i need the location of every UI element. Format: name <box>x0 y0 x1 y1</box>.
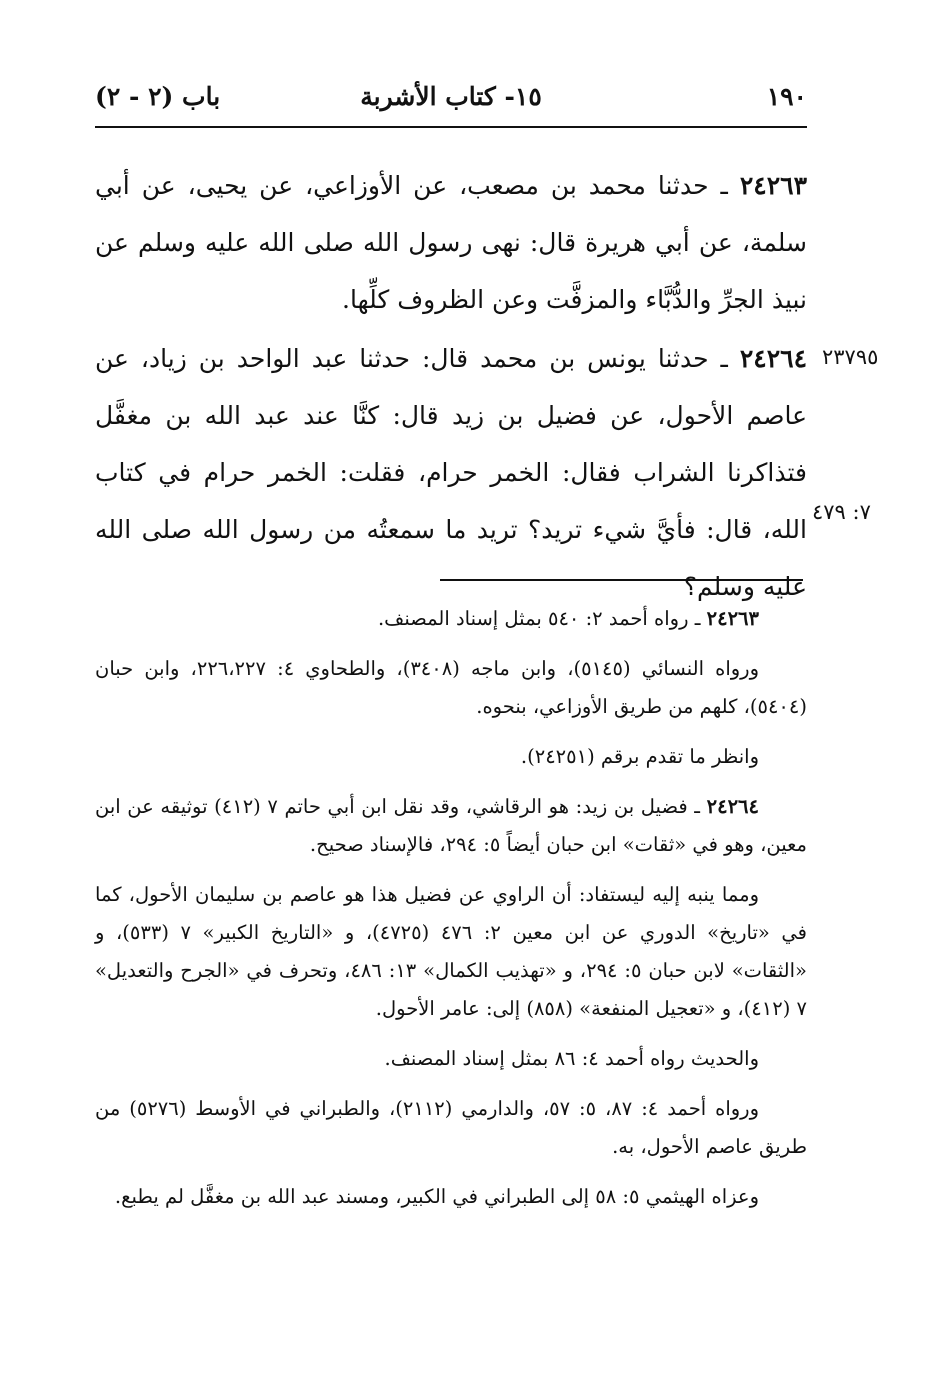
footnote-text: ورواه النسائي (٥١٤٥)، وابن ماجه (٣٤٠٨)، والطحاوي ٤: ٢٢٦،٢٢٧، وابن حبان (٥٤٠٤)، كلهم من طريق الأوزاعي، بنحوه. <box>95 657 807 718</box>
footnotes <box>95 600 807 1228</box>
hadith-entry <box>95 157 807 328</box>
hadith-text: ـ حدثنا محمد بن مصعب، عن الأوزاعي، عن يحيى، عن أبي سلمة، عن أبي هريرة قال: نهى رسول الله صلى الله عليه وسلم عن نبيذ الجرِّ والدُّبَّاء والمزفَّت وعن الظروف كلِّها. <box>95 171 807 314</box>
running-header <box>95 78 807 122</box>
footnote-text: ومما ينبه إليه ليستفاد: أن الراوي عن فضيل هذا هو عاصم بن سليمان الأحول، كما في «تاريخ» الدوري عن ابن معين ٢: ٤٧٦ (٤٧٢٥)، و «التاريخ الكبير» ٧ (٥٣٣)، و «الثقات» لابن حبان ٥: ٢٩٤، و «تهذيب الكمال» ١٣: ٤٨٦، وتحرف في «الجرح والتعديل» ٧ (٤١٢)، و «تعجيل المنفعة» (٨٥٨) إلى: عامر الأحول. <box>95 883 807 1020</box>
footnote-paragraph <box>95 876 807 1028</box>
footnote-text: ـ فضيل بن زيد: هو الرقاشي، وقد نقل ابن أبي حاتم ٧ (٤١٢) توثيقه عن ابن معين، وهو في «ثقات» ابن حبان أيضاً ٥: ٢٩٤، فالإسناد صحيح. <box>95 795 807 856</box>
footnote-number: ٢٤٢٦٤ <box>706 795 759 818</box>
footnote-text: وانظر ما تقدم برقم (٢٤٢٥١). <box>520 745 759 768</box>
hadith-text: ـ حدثنا يونس بن محمد قال: حدثنا عبد الواحد بن زياد، عن عاصم الأحول، عن فضيل بن زيد قال: كنَّا عند عبد الله بن مغفَّل فتذاكرنا الشراب فقال: الخمر حرام، فقلت: الخمر حرام في كتاب الله، قال: فأيَّ شيء تريد؟ تريد ما سمعتُه من رسول الله صلى الله عليه وسلم؟ <box>95 344 807 601</box>
footnote-text: ورواه أحمد ٤: ٨٧، ٥: ٥٧، والدارمي (٢١١٢)، والطبراني في الأوسط (٥٢٧٦) من طريق عاصم الأحول، به. <box>95 1097 807 1158</box>
hadith-number: ٢٤٢٦٣ <box>739 171 807 200</box>
header-rule <box>95 126 807 128</box>
page-number: ١٩٠ <box>766 82 807 111</box>
footnote-paragraph <box>95 600 807 638</box>
chapter-heading: باب (٢ - ٢) <box>95 82 221 111</box>
hadith-number: ٢٤٢٦٤ <box>739 344 807 373</box>
footnote-number: ٢٤٢٦٣ <box>706 607 759 630</box>
footnote-text: والحديث رواه أحمد ٤: ٨٦ بمثل إسناد المصنف. <box>384 1047 759 1070</box>
footnote-paragraph <box>95 650 807 726</box>
footnote-paragraph <box>95 788 807 864</box>
footnote-paragraph <box>95 1178 807 1216</box>
footnote-paragraph <box>95 1040 807 1078</box>
footnote-text: ـ رواه أحمد ٢: ٥٤٠ بمثل إسناد المصنف. <box>377 607 707 630</box>
footnote-paragraph <box>95 738 807 776</box>
hadith-entry <box>95 330 807 615</box>
footnote-separator <box>440 579 803 581</box>
book-title: ١٥- كتاب الأشربة <box>360 82 542 111</box>
footnote-text: وعزاه الهيثمي ٥: ٥٨ إلى الطبراني في الكبير، ومسند عبد الله بن مغفَّل لم يطبع. <box>114 1185 759 1208</box>
margin-reference: ٧: ٤٧٩ <box>812 500 871 524</box>
margin-reference: ٢٣٧٩٥ <box>822 345 879 369</box>
footnote-paragraph <box>95 1090 807 1166</box>
